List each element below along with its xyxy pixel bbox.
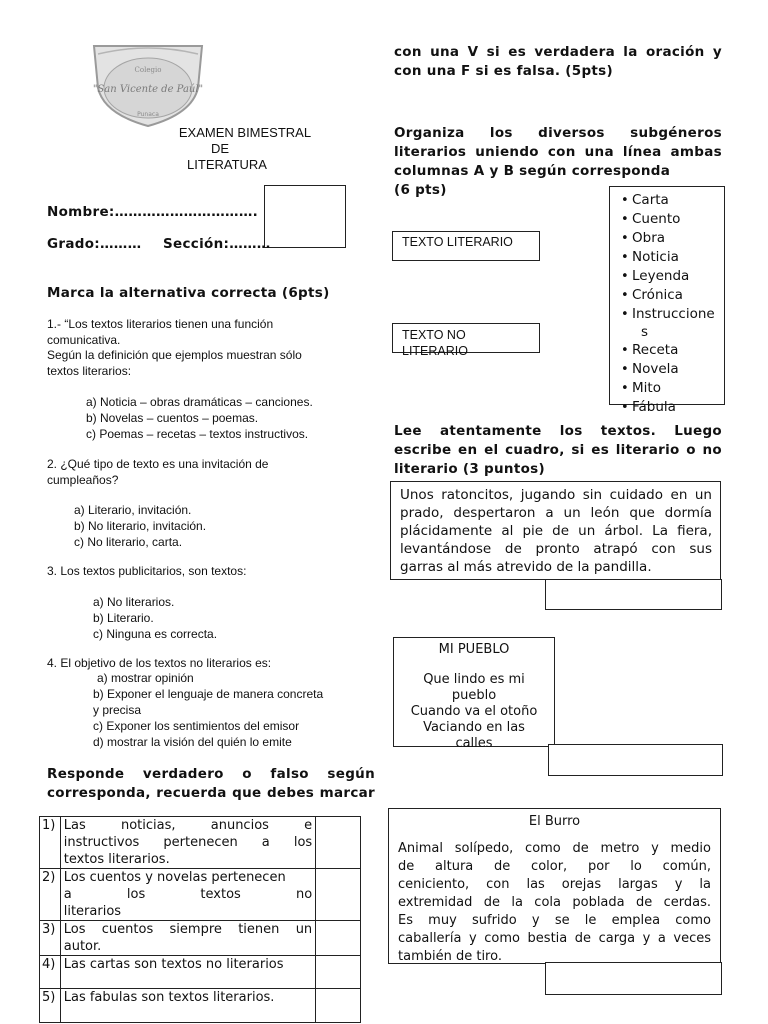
table-row [40,989,361,1023]
heading-line: Responde verdadero o falso según [47,766,375,782]
answer-box-1[interactable] [545,579,722,610]
statement-text [60,817,315,869]
box-label: TEXTO NO LITERARIO [402,328,468,358]
heading-line: con una F si es falsa. (5pts) [394,63,613,79]
question-3 [47,564,357,580]
table-row [40,956,361,989]
question-prompt: comunicativa. [47,332,121,347]
heading-line: (6 pts) [394,182,447,198]
statement-line: literarios [63,904,122,919]
column-a-literary-box[interactable] [392,231,540,261]
heading-line: Lee atentamente los textos. Luego [394,423,722,439]
title-line: EXAMEN BIMESTRAL [178,125,312,140]
statement-line: Las cartas son textos no literarios [63,957,284,972]
option[interactable]: a) Literario, invitación. [74,503,192,517]
list-item[interactable]: • Instruccione [632,305,724,324]
answer-cell[interactable] [316,989,361,1023]
statement-line: Los cuentos y novelas pertenecen [63,870,286,885]
statement-line: autor. [63,939,102,954]
heading-line: corresponda, recuerda que debes marcar [47,785,375,801]
question-prompt: Según la definición que ejemplos muestran sólo [47,348,302,362]
option[interactable]: c) Exponer los sentimientos del emisor [93,719,300,733]
option[interactable]: b) Novelas – cuentos – poemas. [86,411,259,425]
poem-line: Cuando va el otoño [410,704,538,719]
text-line: levantándose de pronto atrapó con sus [400,541,712,557]
question-prompt: cumpleaños? [47,472,119,487]
list-item[interactable]: • Leyenda [632,267,724,286]
seal-text-colegio: Colegio [134,66,162,74]
text-line: caballería y como bestia de carga y a veces [398,931,711,946]
burro-title: El Burro [528,814,581,829]
text-line: Animal solípedo, como de metro y medio [398,841,711,856]
part4-heading [394,422,722,479]
title-line: LITERATURA [187,157,267,172]
list-item[interactable]: • Receta [632,341,724,360]
statement-text [60,921,315,956]
list-item[interactable]: • Fábula [632,398,724,417]
statement-text [60,956,315,989]
option[interactable]: b) Literario. [93,611,154,625]
part2-heading-left [47,765,375,803]
answer-box-3[interactable] [545,962,722,995]
column-a-nonliterary-box[interactable] [392,323,540,358]
photo-box [264,185,346,248]
question-2 [47,457,357,488]
table-row [40,817,361,869]
answer-cell[interactable] [316,817,361,869]
heading-line: escribe en el cuadro, si es literario o no [394,442,722,458]
text-line: Unos ratoncitos, jugando sin cuidado en un [400,487,712,503]
option[interactable]: d) mostrar la visión del quién lo emite [93,735,292,749]
heading-line: literarios uniendo con una línea ambas [394,144,722,160]
poem-line: Vaciando en las [423,720,525,735]
part1-heading: Marca la alternativa correcta (6pts) [47,285,330,301]
text-line: extremidad de la cola poblada de cerdas. [398,895,711,910]
poem-line: calles [455,736,493,751]
option[interactable]: a) Noticia – obras dramáticas – canciones. [86,395,313,409]
text-line: también de tiro. [398,949,502,964]
statement-line: Las noticias, anuncios e [63,818,313,833]
option[interactable]: a) No literarios. [93,595,175,609]
statement-line: Las fabulas son textos literarios. [63,990,275,1005]
heading-line: Organiza los diversos subgéneros [394,125,722,141]
exam-title [130,125,360,173]
poem-line: pueblo [451,688,497,703]
option[interactable]: c) Poemas – recetas – textos instructivos. [86,427,309,441]
answer-cell[interactable] [316,921,361,956]
option[interactable]: a) mostrar opinión [97,671,194,685]
option[interactable]: b) No literario, invitación. [74,519,207,533]
list-item[interactable]: • Carta [632,191,724,210]
text-2-poem [393,637,555,751]
row-number: 5) [40,989,61,1023]
poem-line: Que lindo es mi [423,672,525,687]
question-prompt: 1.- “Los textos literarios tienen una función [47,317,274,331]
list-item[interactable]: • Crónica [632,286,724,305]
list-item-wrap: s [641,324,649,340]
text-line: de altura de color, por lo común, [398,859,711,874]
title-line: DE [210,141,230,156]
heading-line: literario (3 puntos) [394,461,545,477]
box-label: TEXTO LITERARIO [402,235,513,249]
question-1 [47,317,357,379]
text-line: plácidamente al pie de un árbol. La fiera, [400,523,712,539]
list-item[interactable]: • Novela [632,360,724,379]
column-b-subgenres-list [609,186,725,415]
poem-title: MI PUEBLO [438,642,510,657]
list-item[interactable]: • Obra [632,229,724,248]
true-false-table [39,816,361,1023]
option[interactable]: y precisa [93,703,142,717]
heading-line: con una V si es verdadera la oración y [394,44,722,60]
answer-cell[interactable] [316,869,361,921]
statement-line: instructivos pertenecen a los [63,835,313,850]
option[interactable]: b) Exponer el lenguaje de manera concreta [93,687,324,701]
question-prompt: textos literarios: [47,363,132,378]
grade-field[interactable]: Grado:……… [47,236,142,252]
text-1-ratoncitos [390,481,721,580]
list-item[interactable]: • Cuento [632,210,724,229]
seal-text-place: Punaca [137,111,159,118]
option[interactable]: c) Ninguna es correcta. [93,627,218,641]
row-number: 4) [40,956,61,989]
section-field[interactable]: Sección:……… [163,236,271,252]
list-item[interactable]: • Mito [632,379,724,398]
part2-heading-right [394,43,722,81]
list-item[interactable]: • Noticia [632,248,724,267]
text-line: garras al más atrevido de la pandilla. [400,559,652,575]
question-prompt: 2. ¿Qué tipo de texto es una invitación de [47,457,269,471]
seal-text-name: "San Vicente de Paúl" [92,84,204,95]
row-number: 3) [40,921,61,956]
question-prompt: 3. Los textos publicitarios, son textos: [47,564,247,578]
text-line: Es muy sufrido y se le emplea como [398,913,711,928]
answer-box-2[interactable] [548,744,723,776]
table-row [40,869,361,921]
statement-line: textos literarios. [63,852,170,867]
statement-line: a los textos no [63,887,313,902]
answer-cell[interactable] [316,956,361,989]
heading-line: columnas A y B según corresponda [394,163,671,179]
text-line: prado, despertaron a un león que dormía [400,505,712,521]
statement-line: Los cuentos siempre tienen un [63,922,313,937]
option[interactable]: c) No literario, carta. [74,535,183,549]
question-3-options [93,594,217,642]
school-seal-logo [88,40,208,130]
row-number: 1) [40,817,61,869]
statement-text [60,989,315,1023]
text-3-el-burro [388,808,721,964]
question-2-options [74,502,206,550]
row-number: 2) [40,869,61,921]
text-line: ceniciento, con las orejas largas y la [398,877,711,892]
table-row [40,921,361,956]
question-1-options [86,394,313,442]
name-field[interactable]: Nombre:…………………………. [47,204,259,220]
question-4-options [93,670,323,750]
statement-text [60,869,315,921]
question-prompt: 4. El objetivo de los textos no literarios es: [47,656,272,670]
